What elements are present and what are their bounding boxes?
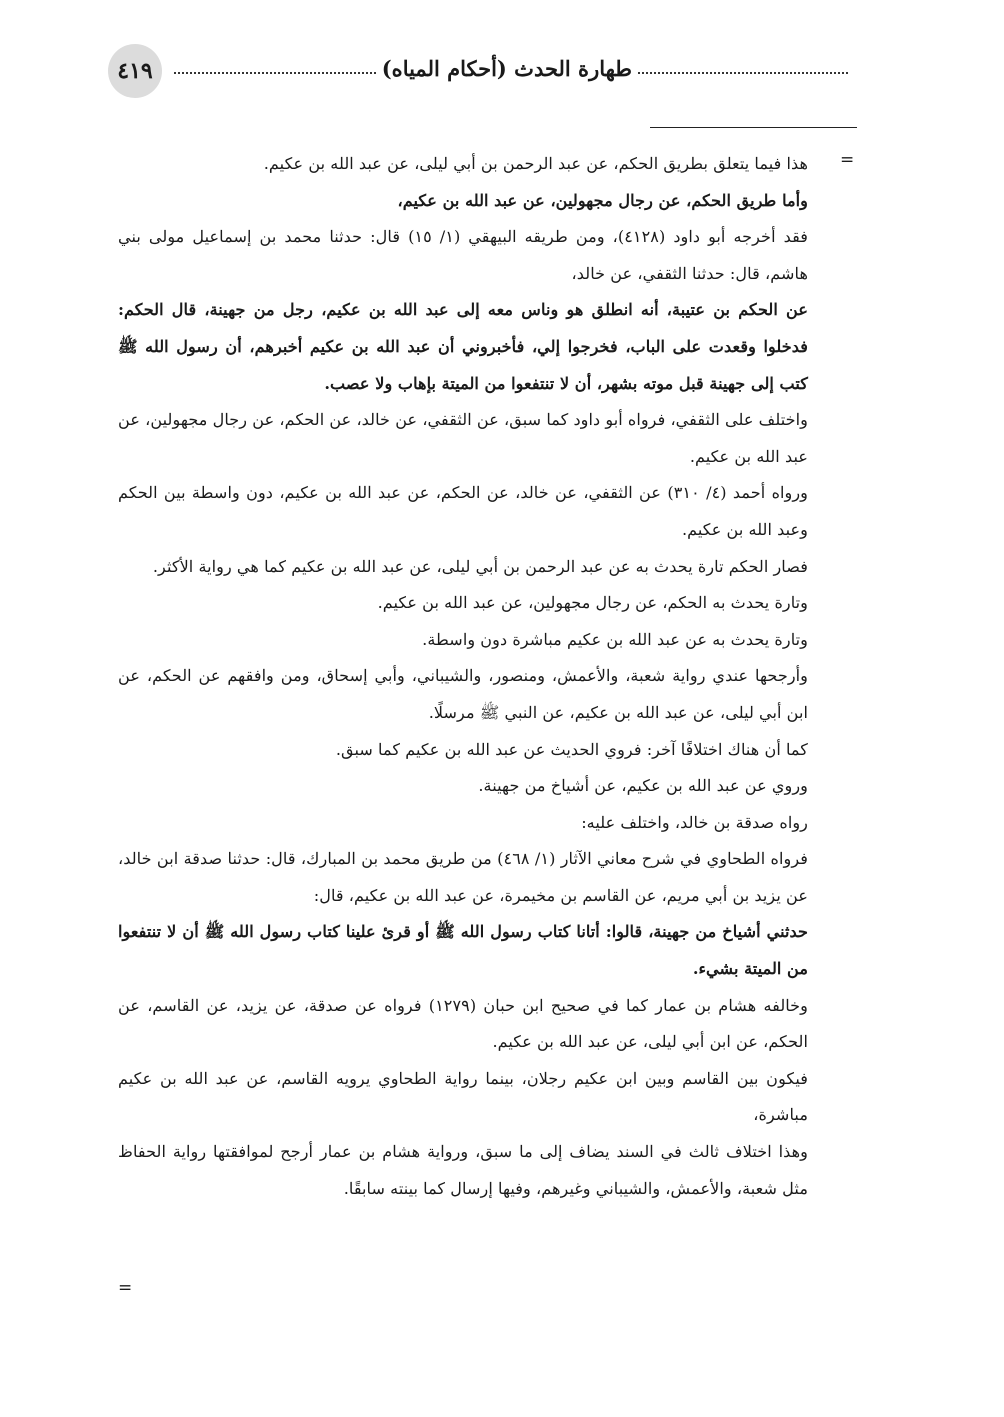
paragraph-16: وخالفه هشام بن عمار كما في صحيح ابن حبان (١٢٧٩) فرواه عن صدقة، عن يزيد، عن القاسم، عن الحكم، عن ابن أبي ليلى، عن عبد الله بن عكيم. (118, 995, 809, 1052)
paragraph-3: فقد أخرجه أبو داود (٤١٢٨)، ومن طريقه البيهقي (١/ ١٥) قال: حدثنا محمد بن إسماعيل مولى بني هاشم، قال: حدثنا الثقفي، عن خالد، (118, 227, 808, 283)
page-header (108, 52, 848, 98)
continuation-mark-bottom: = (118, 1278, 133, 1298)
page-number: ٤١٩ (108, 44, 162, 98)
paragraph-9: وتارة يحدث به عن عبد الله بن عكيم مباشرة دون واسطة. (422, 629, 808, 649)
paragraph-8: وتارة يحدث به الحكم، عن رجال مجهولين، عن عبد الله بن عكيم. (377, 593, 808, 613)
continuation-mark-top: = (840, 150, 855, 170)
footnote-separator-rule (650, 127, 857, 128)
paragraph-4: عن الحكم بن عتيبة، أنه انطلق هو وناس معه إلى عبد الله بن عكيم، رجل من جهينة، قال الحكم: فدخلوا وقعدت على الباب، فخرجوا إلي، فأخبروني أن عبد الله بن عكيم أخبرهم، أن رسول الله ﷺ كتب إلى جهينة قبل موته بشهر، أن لا تنتفعوا من الميتة بإهاب ولا عصب. (118, 300, 808, 393)
footnote-body (118, 146, 808, 1207)
header-dot-leader-left (174, 72, 384, 74)
paragraph-11: كما أن هناك اختلافًا آخر: فروي الحديث عن عبد الله بن عكيم كما سبق. (335, 739, 808, 759)
paragraph-7: فصار الحكم تارة يحدث به عن عبد الرحمن بن أبي ليلى، عن عبد الله بن عكيم كما هي رواية الأكثر. (152, 556, 808, 576)
paragraph-1: هذا فيما يتعلق بطريق الحكم، عن عبد الرحمن بن أبي ليلى، عن عبد الله بن عكيم. (263, 154, 808, 173)
paragraph-5: واختلف على الثقفي، فرواه أبو داود كما سبق، عن الثقفي، عن خالد، عن الحكم، عن رجال مجهولين، عن عبد الله بن عكيم. (118, 410, 808, 466)
paragraph-13: رواه صدقة بن خالد، واختلف عليه: (581, 812, 808, 832)
paragraph-14: فرواه الطحاوي في شرح معاني الآثار (١/ ٤٦٨) من طريق محمد بن المبارك، قال: حدثنا صدقة ابن خالد، عن يزيد بن أبي مريم، عن القاسم بن مخيمرة، عن عبد الله بن عكيم، قال: (118, 849, 808, 905)
header-dot-leader-right (634, 72, 848, 74)
running-title: طهارة الحدث (أحكام المياه) (376, 56, 638, 81)
paragraph-18: وهذا اختلاف ثالث في السند يضاف إلى ما سبق، ورواية هشام بن عمار أرجح لموافقتها رواية الحفاظ مثل شعبة، والأعمش، والشيباني وغيرهم، وفيها إرسال كما بينته سابقًا. (118, 1142, 808, 1198)
paragraph-10: وأرجحها عندي رواية شعبة، والأعمش، ومنصور، والشيباني، وأبي إسحاق، ومن وافقهم عن الحكم، عن ابن أبي ليلى، عن عبد الله بن عكيم، عن النبي ﷺ مرسلًا. (118, 666, 808, 722)
paragraph-17: فيكون بين القاسم وبين ابن عكيم رجلان، بينما رواية الطحاوي يرويه القاسم، عن عبد الله بن عكيم مباشرة، (118, 1068, 808, 1125)
paragraph-12: وروي عن عبد الله بن عكيم، عن أشياخ من جهينة. (478, 776, 808, 796)
paragraph-6: ورواه أحمد (٤/ ٣١٠) عن الثقفي، عن خالد، عن الحكم، عن عبد الله بن عكيم، دون واسطة بين الحكم وعبد الله بن عكيم. (118, 483, 809, 539)
paragraph-2: وأما طريق الحكم، عن رجال مجهولين، عن عبد الله بن عكيم، (397, 190, 808, 210)
paragraph-15: حدثني أشياخ من جهينة، قالوا: أتانا كتاب رسول الله ﷺ أو قرئ علينا كتاب رسول الله ﷺ أن لا تنتفعوا من الميتة بشيء. (118, 922, 808, 979)
